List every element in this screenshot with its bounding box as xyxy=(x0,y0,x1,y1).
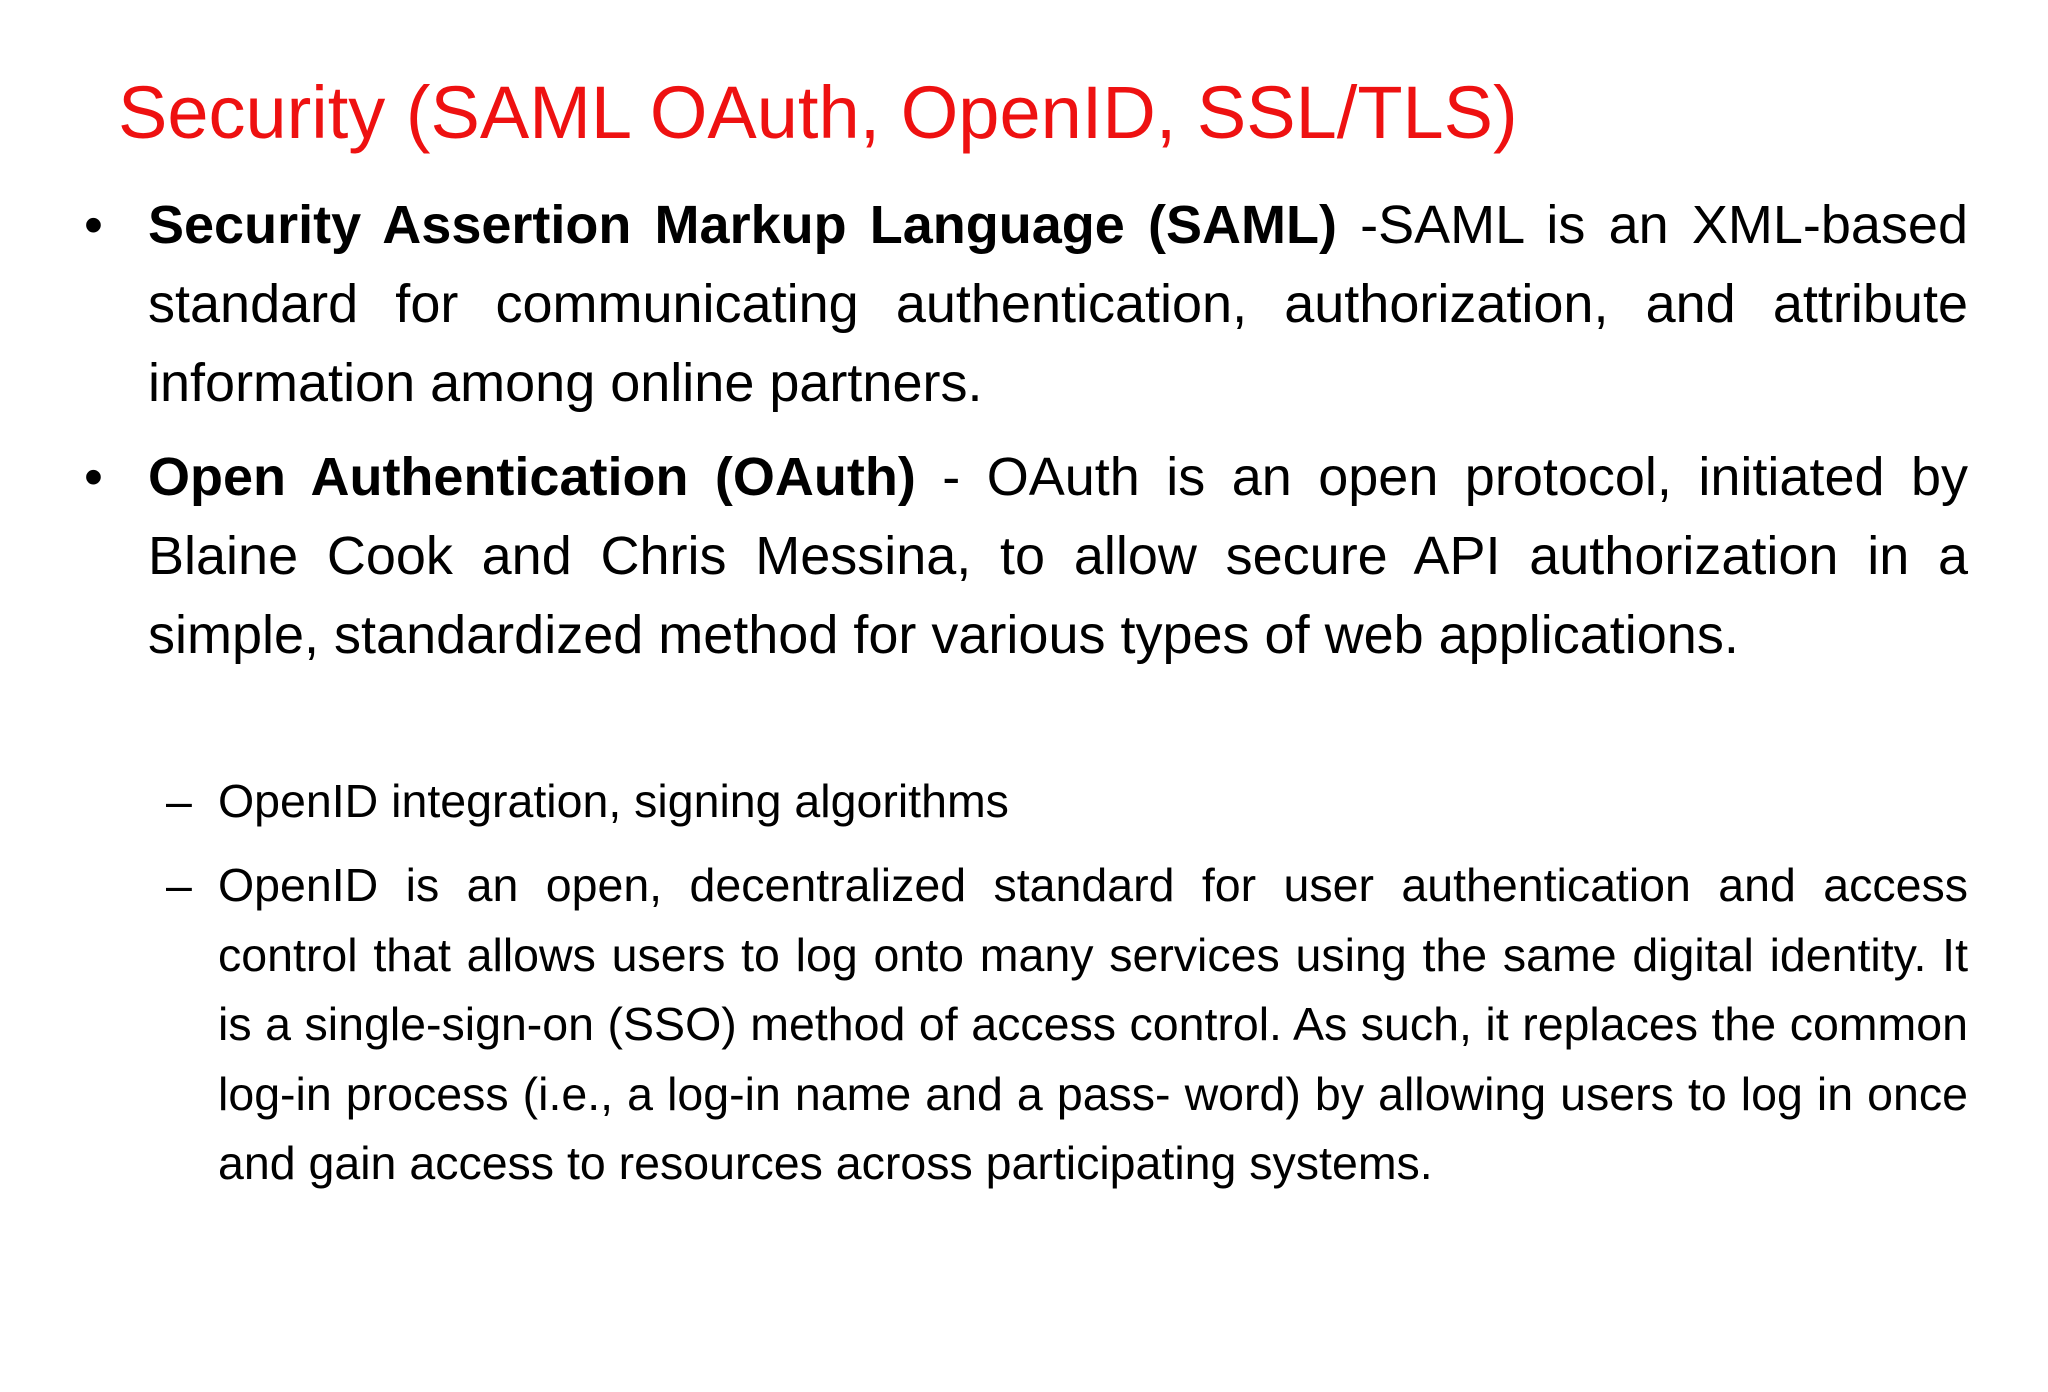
slide-title: Security (SAML OAuth, OpenID, SSL/TLS) xyxy=(118,71,1518,154)
bullet-term: Security Assertion Markup Language (SAML) xyxy=(148,195,1337,255)
bullet-text: -SAML is an XML-based standard for communicating authentication, authorization, and attribute information among online partners. xyxy=(148,195,1968,413)
sub-bullet-openid-integration: OpenID integration, signing algorithms xyxy=(218,775,1009,827)
bullet-oauth xyxy=(148,438,1968,675)
bullet-text: - OAuth is an open protocol, initiated by Blaine Cook and Chris Messina, to allow secure API authorization in a simple, standardized method for various types of web applications. xyxy=(148,447,1968,665)
sub-bullet-marker: – xyxy=(166,859,192,911)
sub-bullet-marker: – xyxy=(166,775,192,827)
sub-bullet-openid-description: OpenID is an open, decentralized standard for user authentication and access control that allows users to log onto many services using the same digital identity. It is a single-sign-on (SSO) method of access control. As such, it replaces the common log-in process (i.e., a log-in name and a pass- word) by allowing users to log in once and gain access to resources across participating systems. xyxy=(218,859,1968,1189)
bullet-marker: • xyxy=(84,447,103,507)
bullet-term: Open Authentication (OAuth) xyxy=(148,447,916,507)
bullet-saml xyxy=(148,186,1968,423)
bullet-marker: • xyxy=(84,195,103,255)
